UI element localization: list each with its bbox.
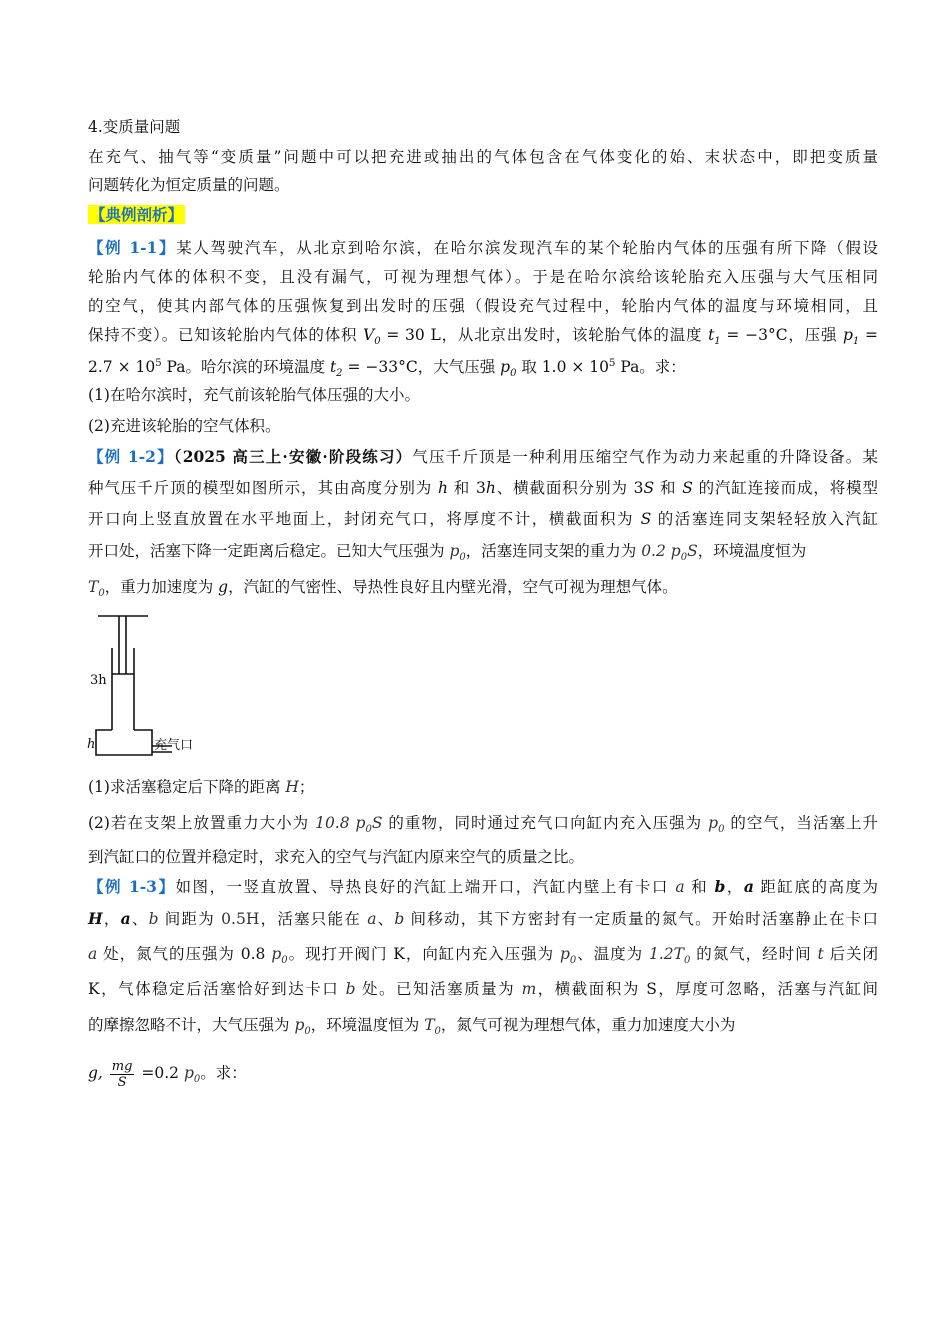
ex1-2-line-3: 开口向上竖直放置在水平地面上，封闭充气口，将厚度不计，横截面积为 S 的活塞连同支架轻轻放入汽缸	[88, 510, 878, 528]
label-inflation-port: 充气口	[154, 738, 194, 753]
ex1-3-line-4: K，气体稳定后活塞恰好到达卡口 b 处。已知活塞质量为 m，横截面积为 S，厚度可忽略，活塞与汽缸间	[88, 980, 879, 998]
analysis-heading: 【典例剖析】	[90, 205, 184, 224]
ex1-1-text: 某人驾驶汽车，从北京到哈尔滨，在哈尔滨发现汽车的某个轮胎内气体的压强有所下降（假设	[176, 239, 878, 257]
text: Pa。哈尔滨的环境温度	[161, 358, 330, 377]
text: 的活塞连同支架轻轻放入汽缸	[651, 510, 878, 528]
text: 和 3	[447, 479, 486, 497]
ex1-2-line-2: 种气压千斤顶的模型如图所示，其由高度分别为 h 和 3h、横截面积分别为 3S 和 S 的汽缸连接而成，将模型	[88, 479, 879, 497]
text: 2.7 × 10	[88, 358, 156, 377]
ex1-1-line-3: 的空气，使其内部气体的压强恢复到出发时的压强（假设充气过程中，轮胎内气体的温度与环境相同，且	[88, 297, 878, 315]
text: ；	[298, 778, 315, 796]
var-t1: $t_1$	[708, 326, 721, 348]
text: 处，氮气的压强为 0.8	[97, 945, 272, 963]
analysis-heading-row	[88, 204, 878, 226]
text: 的空气，当活塞上升	[724, 814, 878, 832]
ex1-1-line-5: $2.7 \times 10^5$ Pa。哈尔滨的环境温度 $t_2 = -33^\circ C$，大气压强 $p_0$ 取 $1.0 \times 10^5$ Pa。求：	[88, 358, 686, 380]
ex1-2-tag: 【例 1-2】	[88, 447, 174, 466]
text: 开口处，活塞下降一定距离后稳定。已知大气压强为	[88, 542, 450, 560]
text: (2)若在支架上放置重力大小为	[88, 814, 316, 832]
text: 。求：	[200, 1064, 247, 1082]
text: = −3°C，压强	[720, 326, 843, 344]
label-h: h	[87, 737, 96, 752]
text: 气压千斤顶是一种利用压缩空气作为动力来起重的升降设备。某	[412, 448, 878, 466]
text: 、	[130, 910, 149, 928]
text: = −33°C，大气压强	[342, 358, 501, 377]
text: 的重物，同时通过充气口向缸内充入压强为	[382, 814, 709, 832]
text: g,	[88, 1064, 108, 1082]
ex1-1-line-4	[88, 324, 878, 353]
ex1-3-line-2: H，a、b 间距为 0.5H，活塞只能在 a、b 间移动，其下方密封有一定质量的氮气。开始时活塞静止在卡口	[88, 909, 878, 928]
text: 、温度为	[576, 945, 649, 963]
text: 、	[376, 910, 395, 928]
ex1-2-line-1	[88, 446, 878, 468]
var-p1: $p_1$	[842, 326, 860, 348]
jack-diagram	[86, 612, 226, 762]
ex1-2-source: （2025 高三上·安徽·阶段练习）	[173, 447, 413, 466]
text: K，气体稳定后活塞恰好到达卡口	[88, 980, 346, 998]
ex1-3-line-1: 【例 1-3】如图，一竖直放置、导热良好的汽缸上端开口，汽缸内壁上有卡口 a 和 b，a 距缸底的高度为	[88, 877, 878, 896]
text: ，环境温度恒为	[310, 1016, 425, 1034]
ex1-1-question-1: (1)在哈尔滨时，充气前该轮胎气体压强的大小。	[88, 386, 420, 404]
text: Pa。求：	[615, 358, 686, 377]
text: 。现打开阀门 K，向缸内充入压强为	[287, 945, 560, 963]
text: ，	[102, 910, 121, 928]
section-title: 4.变质量问题	[88, 118, 181, 136]
text: 间移动，其下方密封有一定质量的氮气。开始时活塞静止在卡口	[404, 910, 878, 928]
ex1-1-tag: 【例 1-1】	[88, 238, 177, 257]
text: 和	[684, 878, 715, 896]
intro-line-2: 问题转化为恒定质量的问题。	[88, 176, 290, 194]
text: ，活塞连同支架的重力为	[465, 542, 642, 560]
text: ，重力加速度为	[104, 578, 219, 596]
text: 种气压千斤顶的模型如图所示，其由高度分别为	[88, 479, 438, 497]
text: 开口向上竖直放置在水平地面上，封闭充气口，将厚度不计，横截面积为	[88, 510, 641, 528]
text: ，氮气可视为理想气体，重力加速度大小为	[440, 1016, 736, 1034]
text: ，	[725, 878, 744, 896]
text: 如图，一竖直放置、导热良好的汽缸上端开口，汽缸内壁上有卡口	[175, 878, 676, 896]
var-v0: $V_0$	[363, 326, 381, 348]
text: 距缸底的高度为	[753, 878, 878, 896]
text: 处。已知活塞质量为	[355, 980, 522, 998]
text: 的摩擦忽略不计，大气压强为	[88, 1016, 295, 1034]
text: ，活塞只能在	[259, 910, 368, 928]
text: 保持不变）。已知该轮胎内气体的体积	[88, 326, 364, 344]
text: ，汽缸的气密性、导热性良好且内壁光滑，空气可视为理想气体。	[228, 578, 678, 596]
ex1-1-line-1	[88, 237, 878, 259]
ex1-2-question-2-cont: 到汽缸口的位置并稳定时，求充入的空气与汽缸内原来空气的质量之比。	[88, 848, 585, 866]
ex1-3-tag: 【例 1-3】	[88, 877, 176, 896]
text: 后关闭	[823, 945, 878, 963]
var-t2: $t_2$	[329, 358, 343, 380]
ex1-1-question-2: (2)充进该轮胎的空气体积。	[88, 417, 281, 435]
text: ，环境温度恒为	[697, 542, 807, 560]
text: (1)求活塞稳定后下降的距离	[88, 778, 286, 796]
ex1-2-line-5: $T_0$，重力加速度为 g，汽缸的气密性、导热性良好且内壁光滑，空气可视为理想气体。	[88, 578, 678, 600]
fraction-mg-over-s: $\frac{mg}{S}$	[111, 1058, 133, 1090]
ex1-3-line-5: 的摩擦忽略不计，大气压强为 $p_0$，环境温度恒为 $T_0$，氮气可视为理想气体，重力加速度大小为	[88, 1016, 736, 1038]
ex1-2-question-1: (1)求活塞稳定后下降的距离 H；	[88, 778, 315, 796]
text: 的汽缸连接而成，将模型	[692, 479, 879, 497]
ex1-3-line-6: g, $\frac{mg}{S}$ =0.2 $p_0$。求：	[88, 1058, 247, 1090]
text: =	[859, 326, 879, 344]
text: 、横截面积分别为 3	[495, 479, 644, 497]
text: =0.2	[136, 1064, 184, 1082]
text: 间距为	[158, 910, 222, 928]
intro-line-1: 在充气、抽气等“变质量”问题中可以把充进或抽出的气体包含在气体变化的始、末状态中，即把变质量	[88, 148, 878, 166]
label-3h: 3h	[90, 673, 107, 688]
ex1-2-line-4: 开口处，活塞下降一定距离后稳定。已知大气压强为 $p_0$，活塞连同支架的重力为 0.2 $p_0S$，环境温度恒为	[88, 542, 807, 564]
ex1-1-line-2: 轮胎内气体的体积不变，且没有漏气，可视为理想气体）。于是在哈尔滨给该轮胎充入压强与大气压相同	[88, 268, 878, 286]
ex1-3-line-3: a 处，氮气的压强为 0.8 $p_0$。现打开阀门 K，向缸内充入压强为 $p_0$、温度为 $1.2T_0$ 的氮气，经时间 t 后关闭	[88, 945, 878, 967]
text: ，横截面积为 S，厚度可忽略，活塞与汽缸间	[536, 980, 879, 998]
var-p0: $p_0$	[500, 358, 517, 380]
text: 的氮气，经时间	[690, 945, 818, 963]
text: 取 1.0 × 10	[516, 358, 610, 377]
text: 和	[654, 479, 683, 497]
ex1-2-question-2: (2)若在支架上放置重力大小为 10.8 $p_0S$ 的重物，同时通过充气口向缸内充入压强为 $p_0$ 的空气，当活塞上升	[88, 814, 878, 836]
text: = 30 L，从北京出发时，该轮胎气体的温度	[380, 326, 709, 344]
